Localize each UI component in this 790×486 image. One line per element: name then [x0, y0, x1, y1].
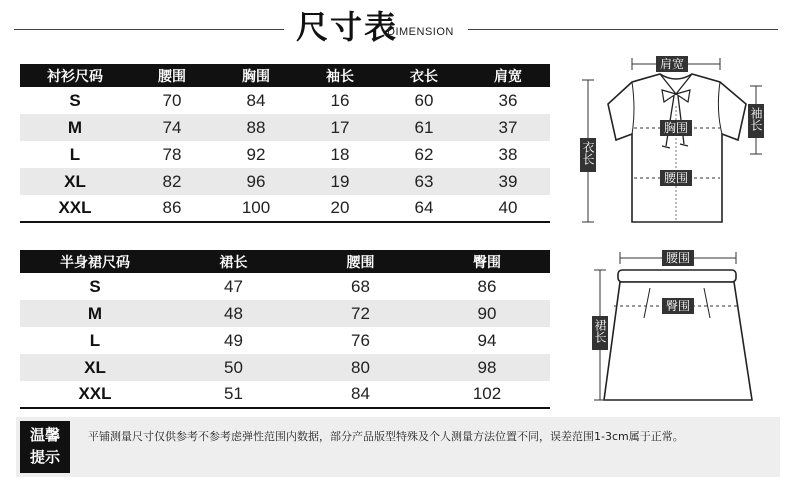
- page-subtitle: DIMENSION: [387, 26, 454, 38]
- skirt-diagram: [580, 248, 775, 408]
- measurement-cell: 60: [414, 90, 434, 110]
- measurement-cell: 92: [246, 144, 266, 164]
- waist-label: 腰围: [663, 171, 689, 185]
- table-row: [20, 273, 550, 300]
- measurement-cell: 36: [498, 90, 518, 110]
- measurement-cell: 68: [351, 276, 370, 296]
- measurement-cell: 72: [351, 303, 370, 323]
- measurement-cell: 94: [477, 330, 497, 350]
- size-cell: XL: [64, 171, 86, 191]
- measurement-cell: 86: [477, 276, 497, 296]
- column-header: 胸围: [242, 68, 270, 85]
- skirt-size-table: [20, 250, 550, 409]
- measurement-cell: 90: [477, 303, 497, 323]
- measurement-cell: 17: [330, 117, 350, 137]
- column-header: 半身裙尺码: [60, 254, 130, 271]
- column-header: 衬衫尺码: [47, 68, 103, 85]
- measurement-cell: 64: [382, 195, 466, 222]
- shirt-size-table: [20, 64, 550, 223]
- table-row: [20, 327, 550, 354]
- measurement-cell: 70: [162, 90, 182, 110]
- header-rule-left: [14, 29, 284, 30]
- table-row: [20, 195, 550, 222]
- measurement-cell: 49: [224, 330, 243, 350]
- column-header: 腰围: [346, 254, 375, 271]
- measurement-cell: 88: [246, 117, 266, 137]
- measurement-cell: 39: [498, 171, 518, 191]
- header-rule-right: [468, 29, 778, 30]
- table-row: [20, 300, 550, 327]
- table-header-row: [20, 64, 550, 87]
- table-row: [20, 168, 550, 195]
- measurement-cell: 82: [162, 171, 182, 191]
- measurement-cell: 96: [246, 171, 266, 191]
- shirt-table-body: [20, 87, 550, 222]
- measurement-cell: 98: [477, 357, 497, 377]
- size-cell: XXL: [20, 195, 130, 222]
- tip-box: [16, 417, 780, 477]
- measurement-cell: 38: [498, 144, 518, 164]
- measurement-cell: 74: [162, 117, 182, 137]
- measurement-cell: 48: [224, 303, 243, 323]
- column-header: 袖长: [326, 68, 354, 85]
- measurement-cell: 51: [170, 381, 297, 408]
- column-header: 裙长: [219, 254, 248, 271]
- table-row: [20, 87, 550, 114]
- size-cell: XL: [84, 357, 106, 377]
- measurement-cell: 102: [424, 381, 550, 408]
- size-cell: L: [89, 330, 101, 350]
- table-row: [20, 141, 550, 168]
- measurement-cell: 19: [330, 171, 350, 191]
- column-header: 肩宽: [494, 68, 522, 85]
- skirt-length-label: 裙长: [593, 319, 607, 343]
- column-header: 衣长: [410, 68, 438, 85]
- column-header: 腰围: [158, 68, 186, 85]
- table-row: [20, 114, 550, 141]
- measurement-cell: 16: [330, 90, 350, 110]
- measurement-cell: 62: [414, 144, 434, 164]
- measurement-cell: 37: [498, 117, 518, 137]
- skirt-waist-label: 腰围: [665, 251, 691, 265]
- sleeve-label: 袖长: [749, 107, 763, 131]
- table-row: [20, 354, 550, 381]
- measurement-cell: 20: [298, 195, 382, 222]
- measurement-cell: 76: [351, 330, 370, 350]
- measurement-cell: 86: [130, 195, 214, 222]
- size-cell: S: [89, 276, 101, 296]
- size-cell: M: [87, 303, 103, 323]
- tip-text: 平铺测量尺寸仅供参考不参考虑弹性范围内数据，部分产品版型特殊及个人测量方法位置不同，误差范围1-3cm属于正常。: [88, 430, 684, 443]
- table-header-row: [20, 250, 550, 273]
- shoulder-label: 肩宽: [659, 57, 685, 71]
- measurement-cell: 84: [297, 381, 424, 408]
- measurement-cell: 18: [330, 144, 350, 164]
- measurement-cell: 61: [414, 117, 434, 137]
- size-cell: M: [67, 117, 83, 137]
- measurement-cell: 84: [246, 90, 266, 110]
- hip-label: 臀围: [665, 299, 691, 313]
- size-cell: S: [69, 90, 81, 110]
- size-cell: L: [69, 144, 81, 164]
- measurement-cell: 80: [351, 357, 370, 377]
- tip-label-line: 提示: [29, 448, 60, 466]
- measurement-cell: 78: [162, 144, 182, 164]
- size-cell: XXL: [20, 381, 170, 408]
- shirt-diagram: [570, 50, 775, 232]
- length-label: 衣长: [581, 141, 595, 165]
- page-title: 尺寸表: [296, 8, 399, 46]
- measurement-cell: 63: [414, 171, 434, 191]
- tip-label-line: 温馨: [29, 426, 60, 444]
- measurement-cell: 50: [224, 357, 243, 377]
- tip-label: [20, 421, 70, 473]
- skirt-table-body: [20, 273, 550, 408]
- measurement-cell: 47: [224, 276, 243, 296]
- column-header: 臀围: [473, 254, 501, 271]
- measurement-cell: 40: [466, 195, 550, 222]
- table-row: [20, 381, 550, 408]
- chest-label: 胸围: [663, 121, 689, 135]
- measurement-cell: 100: [214, 195, 298, 222]
